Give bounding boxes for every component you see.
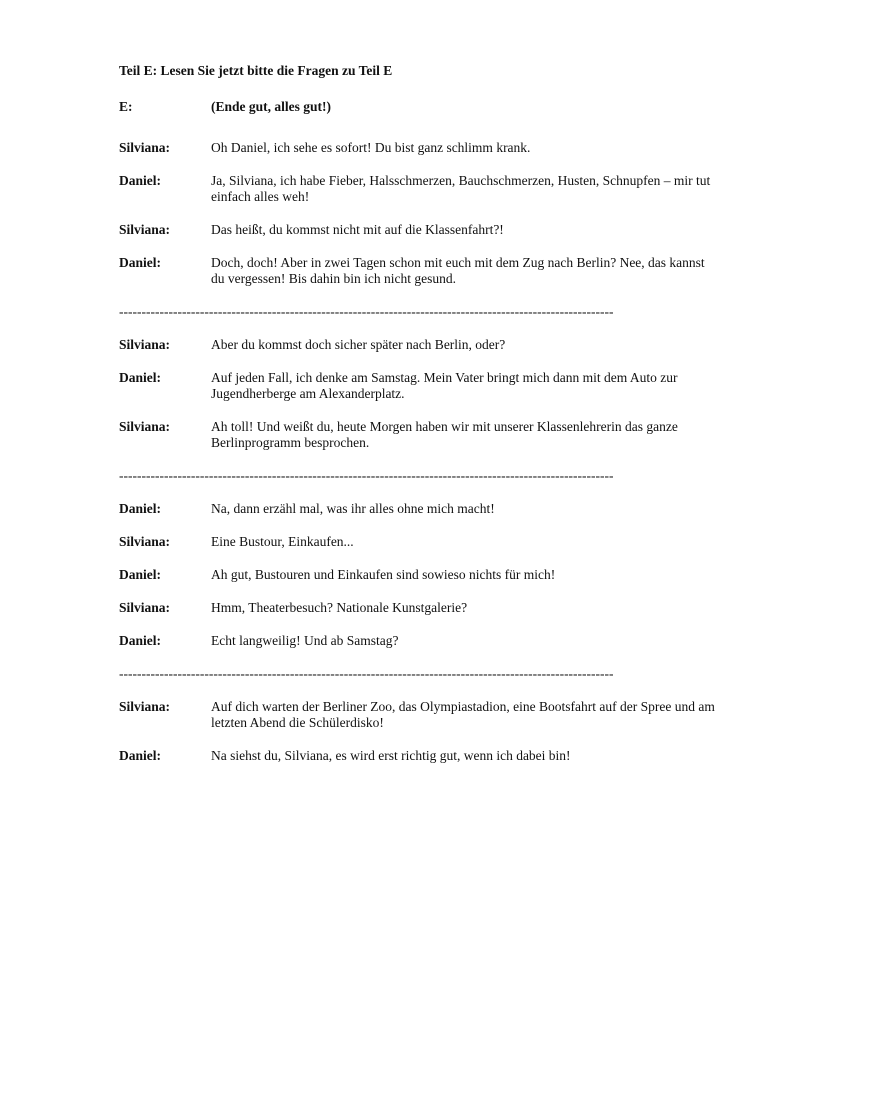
speaker-name: Daniel: xyxy=(119,633,161,648)
dialogue-line xyxy=(119,370,759,402)
dialogue-line xyxy=(119,140,759,156)
dialogue-line xyxy=(119,600,759,616)
section-header xyxy=(119,98,759,115)
speaker-name: Silviana: xyxy=(119,222,171,237)
speaker-name: Silviana: xyxy=(119,534,171,549)
dialogue-line xyxy=(119,501,759,517)
speaker-name: Daniel: xyxy=(119,501,161,516)
speaker-name: Silviana: xyxy=(119,600,171,615)
dialogue-text: Aber du kommst doch sicher später nach Berlin, oder? xyxy=(211,337,506,352)
dialogue-text: Ja, Silviana, ich habe Fieber, Halsschmerzen, Bauchschmerzen, Husten, Schnupfen – mir tut einfach alles weh! xyxy=(211,173,711,204)
dialogue-text: Doch, doch! Aber in zwei Tagen schon mit euch mit dem Zug nach Berlin? Nee, das kannst du vergessen! Bis dahin bin ich nicht gesund. xyxy=(211,255,705,286)
dialogue-text: Oh Daniel, ich sehe es sofort! Du bist ganz schlimm krank. xyxy=(211,140,531,155)
speaker-name: Daniel: xyxy=(119,370,161,385)
dialogue-line xyxy=(119,633,759,649)
dialogue-line xyxy=(119,337,759,353)
dialogue-line xyxy=(119,419,759,451)
dialogue-line xyxy=(119,255,759,287)
dialogue-text: Hmm, Theaterbesuch? Nationale Kunstgalerie? xyxy=(211,600,468,615)
section-title: (Ende gut, alles gut!) xyxy=(211,99,332,114)
dialogue-line xyxy=(119,699,759,731)
dialogue-text: Echt langweilig! Und ab Samstag? xyxy=(211,633,399,648)
section-label: E: xyxy=(119,99,133,114)
dialogue-text: Ah gut, Bustouren und Einkaufen sind sowieso nichts für mich! xyxy=(211,567,556,582)
speaker-name: Silviana: xyxy=(119,337,171,352)
dialogue-text: Auf dich warten der Berliner Zoo, das Olympiastadion, eine Bootsfahrt auf der Spree und am letzten Abend die Schülerdisko! xyxy=(211,699,715,730)
dialogue-line xyxy=(119,173,759,205)
speaker-name: Daniel: xyxy=(119,748,161,763)
dialogue-text: Na siehst du, Silviana, es wird erst richtig gut, wenn ich dabei bin! xyxy=(211,748,571,763)
dialogue-text: Das heißt, du kommst nicht mit auf die Klassenfahrt?! xyxy=(211,222,504,237)
document-page xyxy=(119,62,759,764)
section-separator: -------------------------------------------------------------------------------------------------------------- xyxy=(119,304,614,319)
dialogue-line xyxy=(119,222,759,238)
speaker-name: Silviana: xyxy=(119,699,171,714)
speaker-name: Daniel: xyxy=(119,173,161,188)
section-separator: -------------------------------------------------------------------------------------------------------------- xyxy=(119,468,614,483)
document-heading: Teil E: Lesen Sie jetzt bitte die Fragen zu Teil E xyxy=(119,63,393,78)
speaker-name: Silviana: xyxy=(119,140,171,155)
dialogue-text: Ah toll! Und weißt du, heute Morgen haben wir mit unserer Klassenlehrerin das ganze Berlinprogramm besprochen. xyxy=(211,419,678,450)
dialogue-line xyxy=(119,534,759,550)
section-separator: -------------------------------------------------------------------------------------------------------------- xyxy=(119,666,614,681)
dialogue-text: Na, dann erzähl mal, was ihr alles ohne mich macht! xyxy=(211,501,495,516)
dialogue-line xyxy=(119,748,759,764)
speaker-name: Daniel: xyxy=(119,255,161,270)
dialogue-text: Auf jeden Fall, ich denke am Samstag. Mein Vater bringt mich dann mit dem Auto zur Jugendherberge am Alexanderplatz. xyxy=(211,370,678,401)
speaker-name: Silviana: xyxy=(119,419,171,434)
speaker-name: Daniel: xyxy=(119,567,161,582)
dialogue-text: Eine Bustour, Einkaufen... xyxy=(211,534,354,549)
dialogue-line xyxy=(119,567,759,583)
